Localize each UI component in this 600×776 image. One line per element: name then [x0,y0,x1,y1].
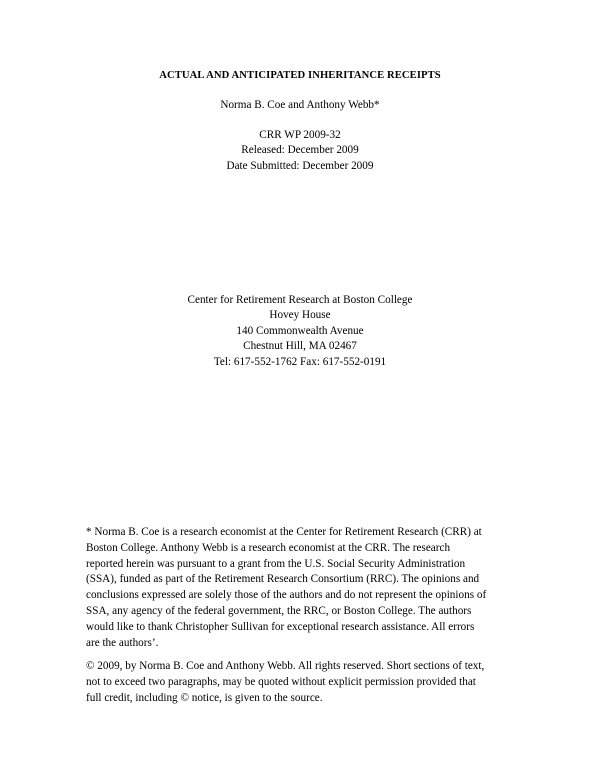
address-line: Hovey House [269,309,331,322]
institution-address [0,293,600,370]
copyright-line: not to exceed two paragraphs, may be quoted without explicit permission provided that [86,675,476,688]
author-line: Norma B. Coe and Anthony Webb* [220,99,380,111]
footnote-line: would like to thank Christopher Sullivan for exceptional research assistance. All errors [86,620,475,633]
author-footnote [86,525,546,651]
footnote-line: are the authors’. [86,636,159,649]
contact-line: Tel: 617-552-1762 Fax: 617-552-0191 [213,355,387,368]
address-line: Chestnut Hill, MA 02467 [243,340,357,353]
release-date: Released: December 2009 [241,144,359,157]
copyright-line: full credit, including © notice, is given to the source. [86,691,323,704]
paper-info [0,128,600,174]
footnote-line: * Norma B. Coe is a research economist at the Center for Retirement Research (CRR) at [86,526,482,538]
address-line: Center for Retirement Research at Boston College [187,294,413,306]
footnote-line: SSA, any agency of the federal government, the RRC, or Boston College. The authors [86,604,472,617]
submission-date: Date Submitted: December 2009 [226,159,374,172]
footnote-line: Boston College. Anthony Webb is a research economist at the CRR. The research [86,541,451,554]
footnote-line: (SSA), funded as part of the Retirement Research Consortium (RRC). The opinions and [86,573,480,586]
footnote-line: conclusions expressed are solely those of the authors and do not represent the opinions of [86,589,487,602]
copyright-notice [86,659,546,706]
working-paper-number: CRR WP 2009-32 [259,129,341,141]
footnote-line: reported herein was pursuant to a grant from the U.S. Social Security Administration [86,557,466,570]
address-line: 140 Commonwealth Avenue [236,324,364,337]
copyright-line: © 2009, by Norma B. Coe and Anthony Webb. All rights reserved. Short sections of text, [86,660,485,672]
paper-title: ACTUAL AND ANTICIPATED INHERITANCE RECEIPTS [159,70,441,81]
